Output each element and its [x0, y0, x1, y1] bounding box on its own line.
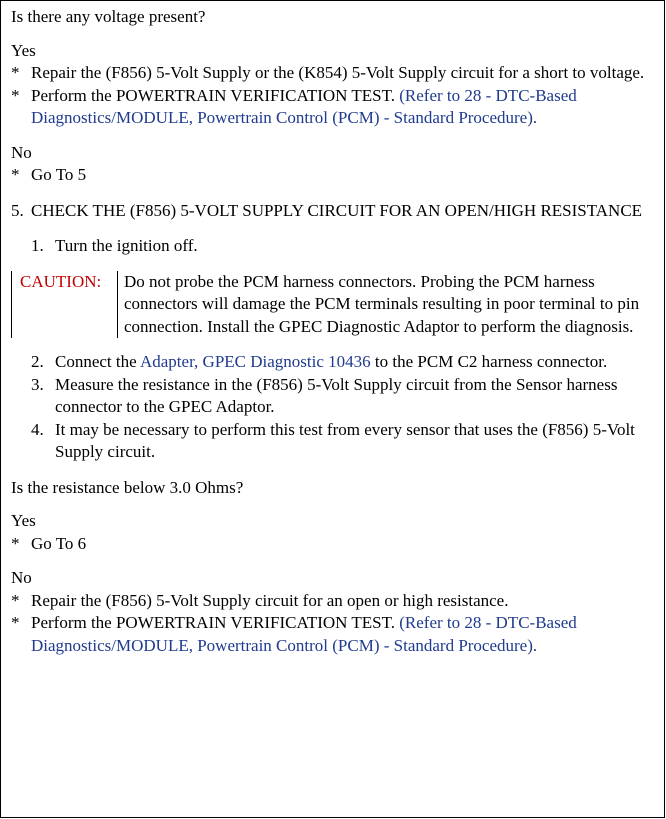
substep-text: Measure the resistance in the (F856) 5-Volt Supply circuit from the Sensor harness connector to the GPEC Adaptor. — [55, 374, 618, 416]
repair-short-text: Repair the (F856) 5-Volt Supply or the (K854) 5-Volt Supply circuit for a short to voltage. — [31, 63, 645, 82]
substep-number: 1. — [31, 236, 44, 255]
step-title: CHECK THE (F856) 5-VOLT SUPPLY CIRCUIT FOR AN OPEN/HIGH RESISTANCE — [31, 200, 643, 220]
bullet: * — [11, 85, 20, 105]
bullet: * — [11, 165, 20, 184]
list-item — [11, 62, 654, 85]
list-item — [11, 533, 654, 556]
refer-link[interactable]: (Refer to 28 - DTC-Based Diagnostics/MODULE, Powertrain Control (PCM) - Standard Procedure). — [31, 85, 577, 127]
substep-number: 3. — [31, 374, 44, 394]
adapter-link[interactable]: Adapter, GPEC Diagnostic 10436 — [139, 352, 371, 371]
repair-open-text: Repair the (F856) 5-Volt Supply circuit for an open or high resistance. — [31, 590, 509, 610]
verification-test-text: Perform the POWERTRAIN VERIFICATION TEST. — [31, 85, 395, 105]
bullet: * — [11, 613, 20, 632]
verification-test-text: Perform the POWERTRAIN VERIFICATION TEST. — [31, 613, 395, 632]
caution-box — [11, 271, 654, 339]
yes-label: Yes — [11, 511, 36, 530]
refer-link[interactable]: (Refer to 28 - DTC-Based Diagnostics/MODULE, Powertrain Control (PCM) - Standard Procedure). — [31, 613, 577, 655]
substep-text: It may be necessary to perform this test from every sensor that uses the (F856) 5-Volt Supply circuit. — [55, 419, 635, 461]
step-number: 5. — [11, 200, 24, 220]
substep-1 — [31, 235, 654, 258]
bullet: * — [11, 590, 20, 610]
list-item — [11, 164, 654, 187]
caution-text: Do not probe the PCM harness connectors. Probing the PCM harness connectors will damage the PCM terminals resulting in poor terminal to pin connection. Install the GPEC Diagnostic Adaptor to perform the diagnosis. — [117, 271, 654, 339]
list-item — [11, 612, 654, 657]
bullet: * — [11, 533, 20, 553]
substep-4 — [31, 419, 654, 464]
goto-step-text: Go To 6 — [31, 533, 87, 553]
substep-text: to the PCM C2 harness connector. — [374, 352, 608, 371]
question-voltage: Is there any voltage present? — [11, 7, 206, 26]
substep-2 — [31, 351, 654, 374]
question-resistance: Is the resistance below 3.0 Ohms? — [11, 477, 244, 497]
yes-label: Yes — [11, 40, 36, 60]
bullet: * — [11, 63, 20, 82]
substep-text: Connect the — [55, 352, 137, 371]
substep-number: 4. — [31, 419, 44, 439]
caution-label: CAUTION: — [11, 271, 117, 339]
substep-number: 2. — [31, 352, 44, 371]
list-item — [11, 590, 654, 613]
substep-text: Turn the ignition off. — [55, 236, 198, 255]
goto-step-text: Go To 5 — [31, 165, 87, 184]
list-item — [11, 85, 654, 130]
step-5 — [11, 200, 654, 223]
no-label: No — [11, 142, 32, 162]
no-label: No — [11, 568, 32, 587]
substep-3 — [31, 374, 654, 419]
